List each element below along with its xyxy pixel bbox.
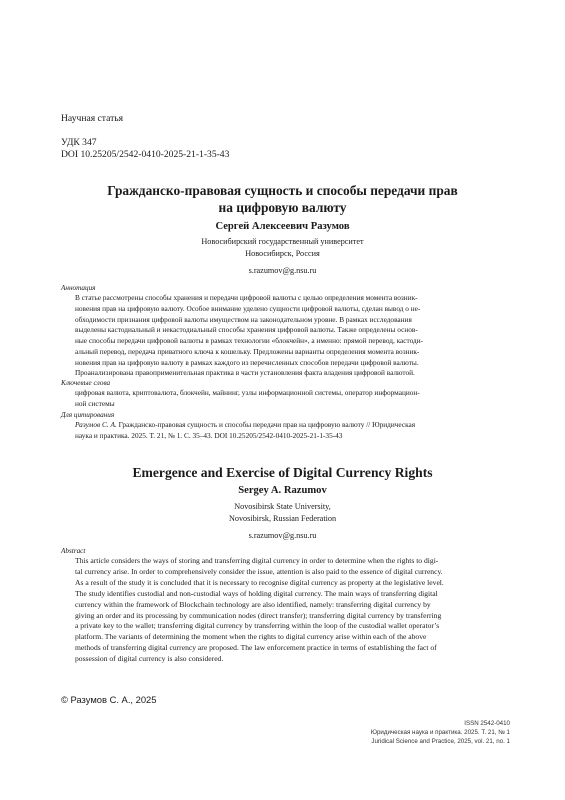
author-en: Sergey A. Razumov — [238, 485, 327, 496]
affiliation-line: Novosibirsk State University, — [234, 502, 331, 511]
affiliation-line: Новосибирский государственный университет — [201, 237, 364, 246]
title-en: Emergence and Exercise of Digital Currency Rights — [132, 465, 433, 480]
title-ru-line: Гражданско-правовая сущность и способы передачи прав — [107, 183, 458, 198]
abstract-line: As a result of the study it is concluded that it is necessary to recognise digital currency as property at the legislative level. — [75, 577, 444, 587]
affiliation-ru — [40, 236, 525, 260]
abstract-line: possession of digital currency is also considered. — [75, 654, 224, 664]
abstract-en — [75, 556, 511, 665]
doi: DOI 10.25205/2542-0410-2025-21-1-35-43 — [61, 149, 230, 160]
journal-name-ru: Юридическая наука и практика. 2025. Т. 21, № 1 — [370, 729, 510, 736]
citation-author: Разумов С. А. — [75, 420, 117, 429]
keywords-line: ной системы — [75, 398, 115, 408]
citation-line — [75, 420, 511, 431]
copyright: © Разумов С. А., 2025 — [61, 694, 157, 705]
abstract-line: альный перевод, передача приватного ключа к кошельку. Предложены варианты определения момента возник- — [75, 346, 420, 356]
issn: ISSN 2542-0410 — [464, 720, 510, 727]
abstract-line: currency within the framework of Blockchain technology are also identified, namely: transferring digital currency by — [75, 599, 431, 609]
affiliation-line: Новосибирск, Россия — [245, 249, 320, 258]
abstract-line: новения прав на цифровую валюту в рамках каждого из перечисленных способов передачи цифровой валюты. — [75, 357, 419, 367]
title-ru-line: на цифровую валюту — [218, 200, 347, 215]
keywords-label-ru: Ключевые слова — [61, 379, 111, 387]
affiliation-line: Novosibirsk, Russian Federation — [228, 514, 337, 523]
abstract-line: giving an order and its processing by communication nodes (direct transfer); transferring digital currency by transferring — [75, 610, 442, 620]
journal-footer — [300, 719, 510, 746]
abstract-line: platform. The variants of determining the moment when the rights to digital currency arise within each of the above — [75, 632, 427, 642]
abstract-line: обходимости признания цифровой валюты имуществом на законодательном уровне. В рамках исследования — [75, 314, 412, 324]
abstract-line: выделены кастодиальный и некастодиальный способы хранения цифровой валюты. Также определены основ- — [75, 325, 418, 335]
keywords-ru — [75, 388, 511, 410]
author-ru: Сергей Алексеевич Разумов — [215, 221, 350, 232]
email-ru: s.razumov@g.nsu.ru — [248, 266, 317, 275]
abstract-line: Проанализирована правоприменительная практика в части установления факта владения цифровой валютой. — [75, 368, 415, 378]
abstract-line: В статье рассмотрены способы хранения и передачи цифровой валюты с целью определения момента возник- — [75, 293, 418, 302]
abstract-line: The study identifies custodial and non-custodial ways of holding digital currency. The main ways of transferring digital — [75, 588, 438, 598]
affiliation-en — [40, 501, 525, 525]
abstract-line: новения прав на цифровую валюту. Особое внимание уделено сущности цифровой валюты, сделан вывод о не- — [75, 303, 421, 313]
abstract-label-en: Abstract — [61, 547, 86, 555]
abstract-line: a private key to the wallet; transferring digital currency by transferring within the loop of the custodial wallet operator’s — [75, 621, 440, 631]
citation-line: наука и практика. 2025. Т. 21, № 1. С. 35–43. DOI 10.25205/2542-0410-2025-21-1-35-43 — [75, 430, 343, 440]
abstract-ru — [75, 293, 511, 379]
title-ru — [40, 182, 525, 216]
abstract-line: This article considers the ways of storing and transferring digital currency in order to determine when the rights to digi- — [75, 556, 439, 565]
udc-code: УДК 347 — [61, 137, 97, 148]
article-type: Научная статья — [61, 113, 124, 124]
citation-ru — [75, 420, 511, 442]
abstract-line: tal currency arise. In order to comprehensively consider the issue, attention is also paid to the essence of digital currency. — [75, 566, 443, 576]
abstract-line: ные способы передачи цифровой валюты в рамках технологии «блокчейн», а именно: прямой перевод, кастоди- — [75, 336, 424, 345]
keywords-line: цифровая валюта, криптовалюта, блокчейн, майнинг, узлы информационной системы, оператор информацион- — [75, 388, 420, 397]
citation-text: Гражданско-правовая сущность и способы передачи прав на цифровую валюту // Юридическая — [116, 420, 416, 429]
abstract-label-ru: Аннотация — [61, 284, 96, 292]
journal-name-en: Juridical Science and Practice, 2025, vol. 21, no. 1 — [371, 738, 510, 745]
citation-label-ru: Для цитирования — [61, 411, 115, 419]
abstract-line: methods of transferring digital currency are proposed. The law enforcement practice in terms of establishing the fact of — [75, 643, 437, 653]
email-en: s.razumov@g.nsu.ru — [248, 531, 317, 540]
